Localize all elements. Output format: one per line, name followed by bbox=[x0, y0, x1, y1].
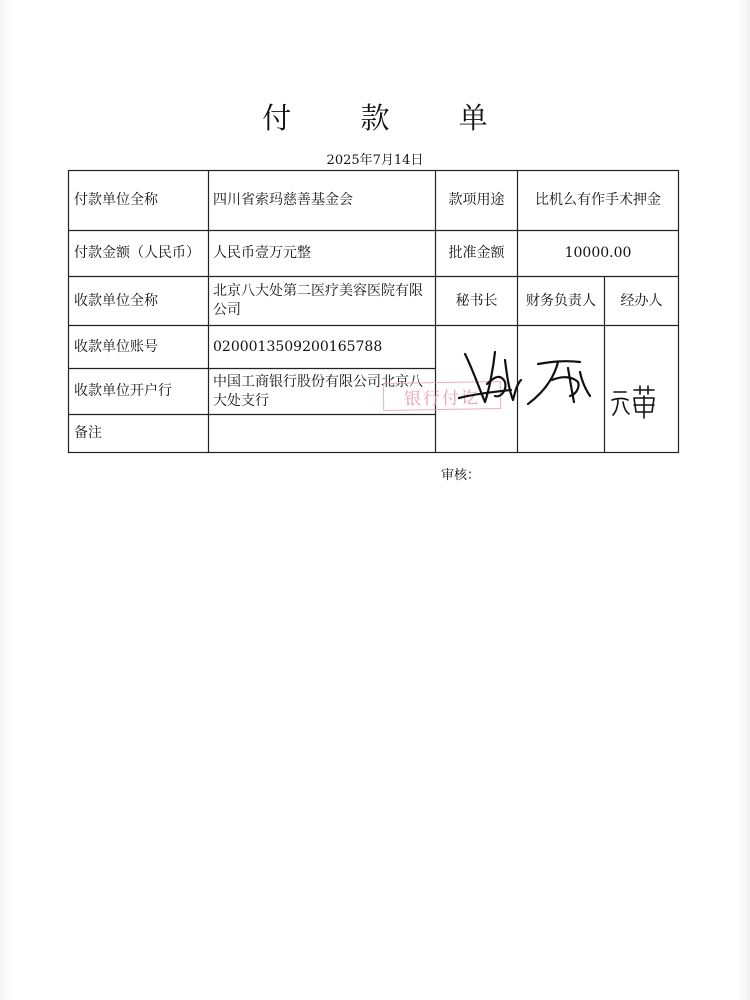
finance-head-label: 财务负责人 bbox=[526, 292, 596, 309]
amount-label: 付款金额（人民币） bbox=[74, 245, 200, 261]
payer-name-label: 付款单位全称 bbox=[74, 192, 158, 208]
page-title: 付 款 单 bbox=[262, 101, 518, 135]
voucher-date: 2025年7月14日 bbox=[326, 153, 424, 168]
bank-paid-stamp: 银行付讫 bbox=[383, 381, 501, 411]
payee-name-label: 收款单位全称 bbox=[74, 292, 158, 309]
audit-label: 审核： bbox=[441, 468, 481, 483]
remarks-value bbox=[213, 415, 433, 452]
handler-label: 经办人 bbox=[620, 292, 663, 309]
approved-amount-label: 批准金额 bbox=[448, 245, 505, 261]
payee-name-value: 北京八大处第二医疗美容医院有限公司 bbox=[213, 283, 423, 318]
handler-signature bbox=[610, 382, 660, 420]
payee-account-value: 0200013509200165788 bbox=[213, 338, 383, 355]
payee-bank-value: 中国工商银行股份有限公司北京八大处支行 bbox=[213, 373, 423, 409]
purpose-value: 比机么有作手术押金 bbox=[535, 192, 661, 208]
amount-value: 人民币壹万元整 bbox=[213, 245, 311, 261]
remarks-label: 备注 bbox=[74, 425, 102, 441]
payer-name-value: 四川省索玛慈善基金会 bbox=[213, 192, 353, 208]
payee-bank-label: 收款单位开户行 bbox=[74, 383, 172, 399]
payee-account-label: 收款单位账号 bbox=[74, 338, 158, 355]
approved-amount-value: 10000.00 bbox=[564, 245, 632, 261]
finance-head-signature bbox=[522, 350, 592, 410]
purpose-label: 款项用途 bbox=[448, 192, 505, 208]
secretary-signature bbox=[455, 340, 525, 410]
secretary-general-label: 秘书长 bbox=[455, 292, 498, 309]
